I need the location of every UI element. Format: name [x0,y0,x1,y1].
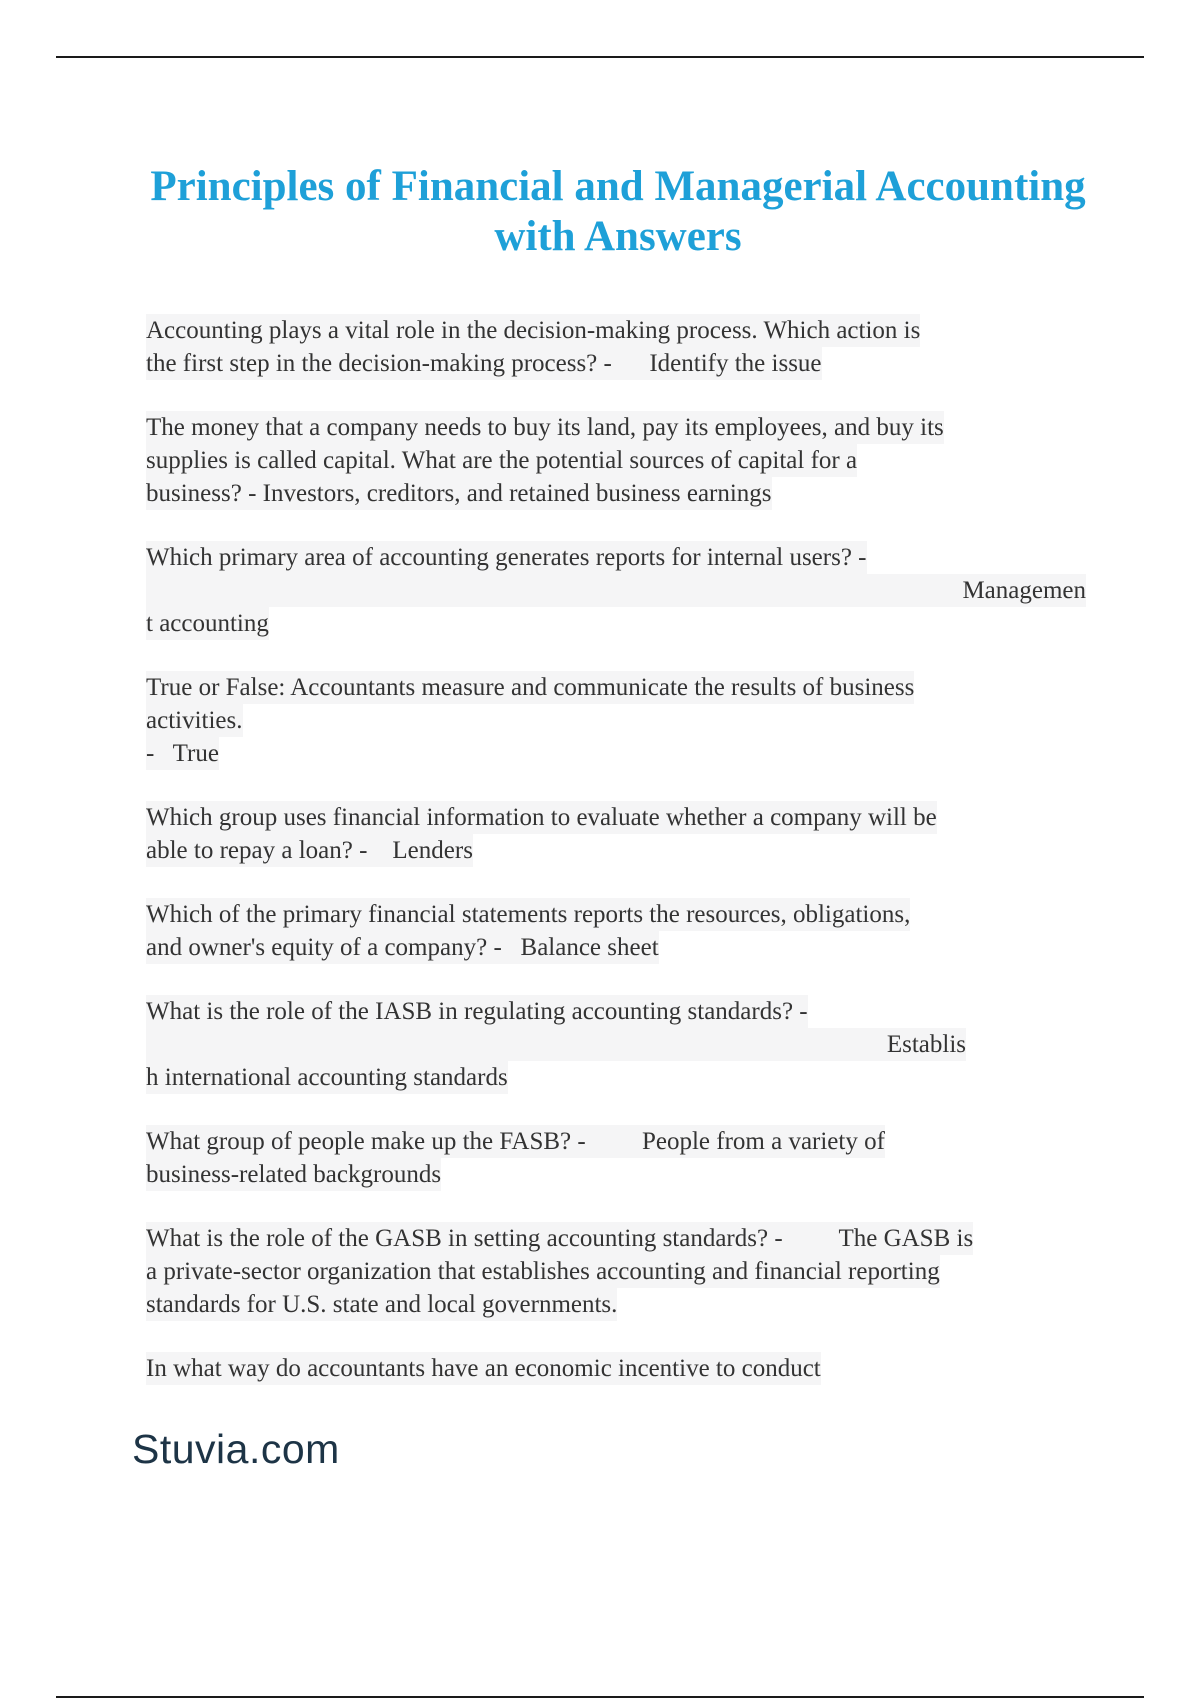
qa-item [146,541,1086,640]
qa-item [146,411,1086,510]
bottom-rule [56,1696,1144,1698]
qa-text-line: business? - Investors, creditors, and retained business earnings [146,477,772,510]
qa-text-line: The money that a company needs to buy its land, pay its employees, and buy its [146,411,944,444]
qa-item [146,1222,1086,1321]
qa-text-line: business-related backgrounds [146,1158,441,1191]
stuvia-logo: Stuvia.com [132,1426,340,1472]
qa-text-line: True or False: Accountants measure and communicate the results of business [146,671,914,704]
qa-item [146,314,1086,380]
qa-text-line: Accounting plays a vital role in the decision-making process. Which action is [146,314,920,347]
qa-item [146,898,1086,964]
qa-text-line: Which primary area of accounting generates reports for internal users? - [146,541,867,574]
qa-item [146,995,1086,1094]
title-line-1: Principles of Financial and Managerial Accounting [150,163,1086,210]
qa-text-line: What is the role of the IASB in regulating accounting standards? - [146,995,808,1028]
qa-text-line: supplies is called capital. What are the potential sources of capital for a [146,444,857,477]
qa-text-line: What group of people make up the FASB? - People from a variety of [146,1125,885,1158]
qa-text-line: Managemen [146,574,1086,607]
qa-text-line: t accounting [146,607,269,640]
title-line-2: with Answers [494,213,742,260]
qa-text-line: - True [146,737,219,770]
document-title [120,162,1116,262]
qa-text-line: Establis [146,1028,966,1061]
qa-item [146,801,1086,867]
top-rule [56,56,1144,58]
qa-text-line: Which group uses financial information to evaluate whether a company will be [146,801,937,834]
qa-text-line: able to repay a loan? - Lenders [146,834,473,867]
qa-text-line: What is the role of the GASB in setting accounting standards? - The GASB is [146,1222,973,1255]
qa-item [146,1125,1086,1191]
qa-item [146,1352,1086,1385]
qa-text-line: h international accounting standards [146,1061,508,1094]
qa-text-line: and owner's equity of a company? - Balance sheet [146,931,659,964]
qa-text-line: standards for U.S. state and local governments. [146,1288,617,1321]
qa-list [146,314,1086,1416]
qa-item [146,671,1086,770]
qa-text-line: a private-sector organization that establishes accounting and financial reporting [146,1255,940,1288]
qa-text-line: the first step in the decision-making process? - Identify the issue [146,347,822,380]
qa-text-line: Which of the primary financial statements reports the resources, obligations, [146,898,910,931]
qa-text-line: In what way do accountants have an economic incentive to conduct [146,1352,821,1385]
qa-text-line: activities. [146,704,243,737]
